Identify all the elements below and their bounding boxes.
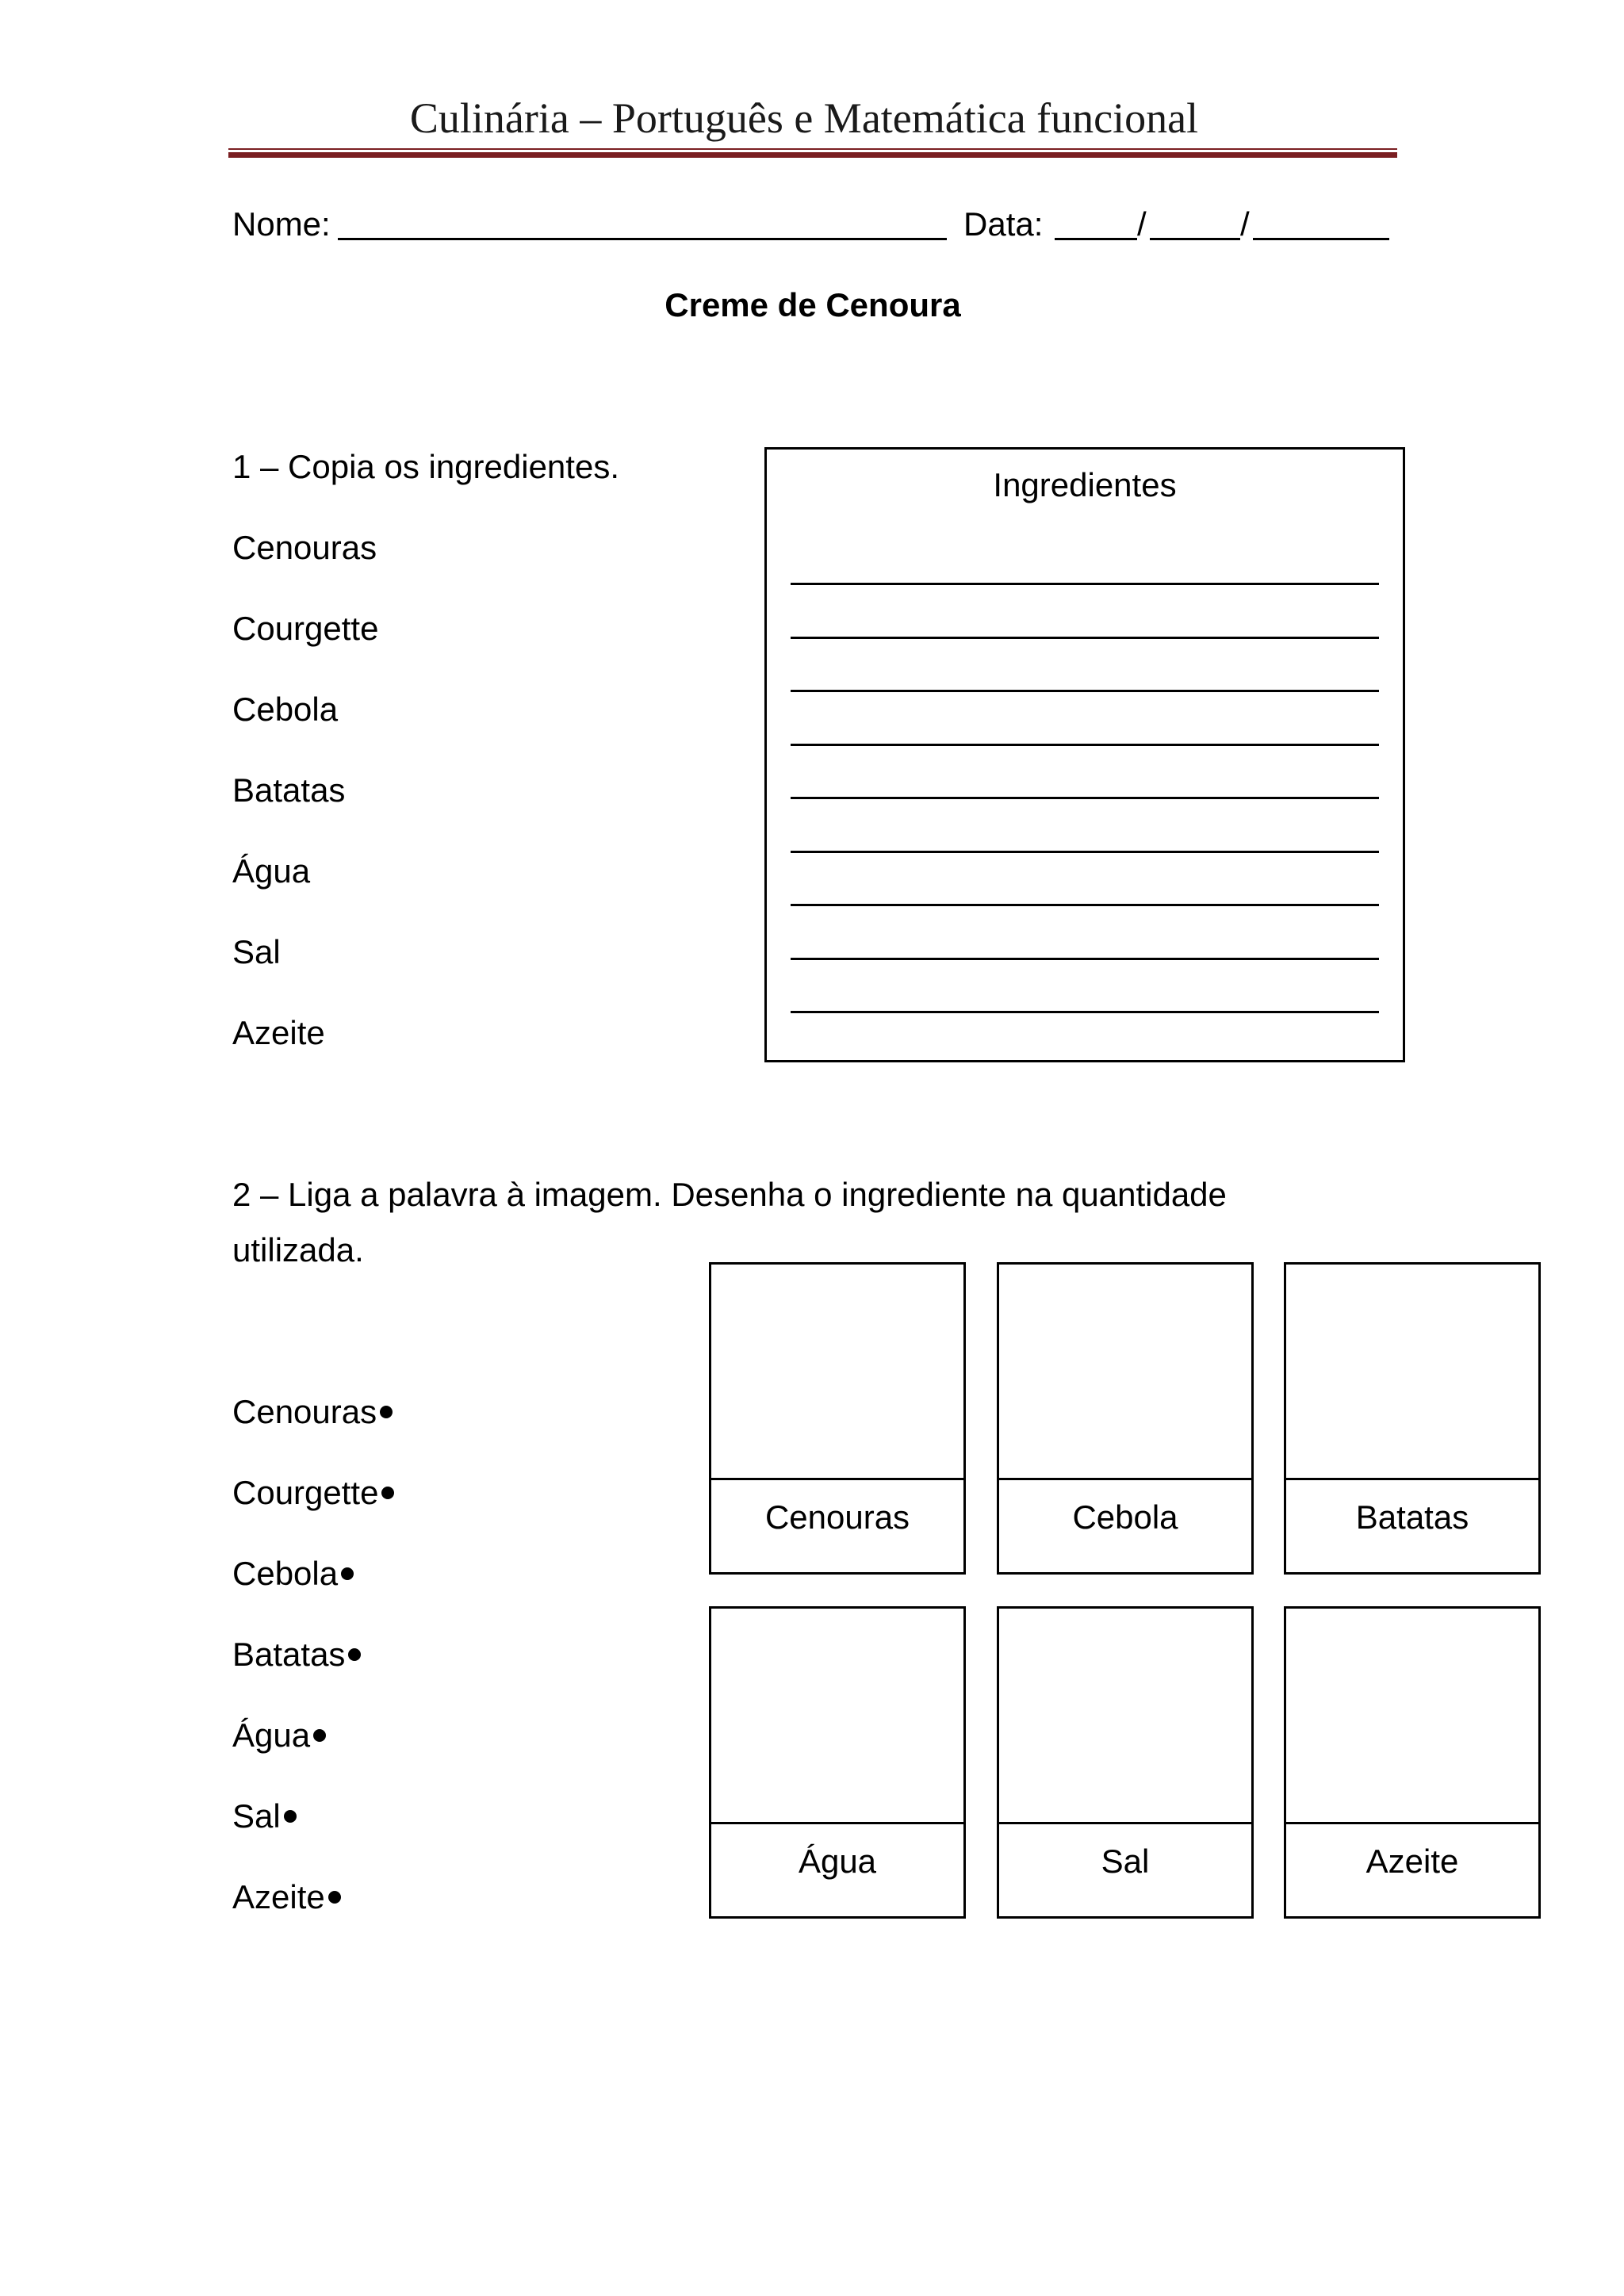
name-field[interactable] xyxy=(338,238,947,240)
picture-card-label: Azeite xyxy=(1365,1843,1459,1880)
ingredient-item: Sal xyxy=(232,933,281,970)
ingredient-item: Courgette xyxy=(232,610,379,647)
match-word-label: Courgette xyxy=(232,1474,379,1511)
writing-line[interactable] xyxy=(791,583,1379,585)
match-word-label: Cebola xyxy=(232,1555,339,1592)
writing-line[interactable] xyxy=(791,744,1379,746)
picture-card-label: Água xyxy=(798,1843,877,1880)
date-day-field[interactable] xyxy=(1055,238,1137,240)
picture-card xyxy=(1284,1262,1541,1575)
match-word xyxy=(232,1878,341,1915)
picture-card xyxy=(709,1262,966,1575)
date-separator: / xyxy=(1240,205,1250,243)
date-month-field[interactable] xyxy=(1150,238,1240,240)
drawing-area[interactable] xyxy=(999,1265,1251,1480)
ingredients-copy-box xyxy=(764,447,1405,1062)
match-word xyxy=(232,1797,297,1835)
match-word xyxy=(232,1395,393,1429)
recipe-title: Creme de Cenoura xyxy=(665,286,961,323)
ingredient-item: Cebola xyxy=(232,691,339,728)
drawing-area[interactable] xyxy=(1286,1265,1538,1480)
writing-line[interactable] xyxy=(791,797,1379,799)
connect-dot-icon[interactable] xyxy=(348,1648,361,1661)
connect-dot-icon[interactable] xyxy=(284,1810,297,1823)
writing-line[interactable] xyxy=(791,904,1379,906)
writing-line[interactable] xyxy=(791,851,1379,853)
match-word-label: Batatas xyxy=(232,1636,346,1673)
connect-dot-icon[interactable] xyxy=(380,1406,393,1418)
picture-card-label: Cebola xyxy=(1072,1498,1178,1536)
connect-dot-icon[interactable] xyxy=(328,1891,341,1904)
ingredient-item: Azeite xyxy=(232,1014,325,1051)
page-header-title: Culinária – Português e Matemática funcional xyxy=(409,94,1199,142)
picture-card xyxy=(1284,1606,1541,1919)
date-year-field[interactable] xyxy=(1253,238,1389,240)
connect-dot-icon[interactable] xyxy=(313,1729,326,1742)
match-word-label: Azeite xyxy=(232,1878,325,1915)
ingredient-item: Batatas xyxy=(232,771,346,809)
exercise2-instruction-cont: utilizada. xyxy=(232,1231,364,1269)
header-rule-thin xyxy=(228,148,1397,150)
match-word xyxy=(232,1476,394,1510)
writing-line[interactable] xyxy=(791,637,1379,639)
ingredient-item: Água xyxy=(232,852,311,890)
match-word-label: Cenouras xyxy=(232,1393,377,1430)
picture-card-label: Sal xyxy=(1101,1843,1150,1880)
writing-line[interactable] xyxy=(791,1011,1379,1013)
connect-dot-icon[interactable] xyxy=(341,1567,354,1580)
picture-card-label: Cenouras xyxy=(764,1498,910,1536)
picture-card xyxy=(709,1606,966,1919)
drawing-area[interactable] xyxy=(999,1609,1251,1824)
match-word-label: Sal xyxy=(232,1797,281,1835)
connect-dot-icon[interactable] xyxy=(381,1487,394,1499)
name-label: Nome: xyxy=(232,205,331,243)
picture-card xyxy=(997,1606,1254,1919)
writing-line[interactable] xyxy=(791,958,1379,960)
match-word xyxy=(232,1557,354,1590)
header-rule-thick xyxy=(228,152,1397,158)
drawing-area[interactable] xyxy=(711,1609,963,1824)
writing-line[interactable] xyxy=(791,690,1379,692)
ingredients-box-title: Ingredientes xyxy=(993,466,1177,503)
exercise1-instruction: 1 – Copia os ingredientes. xyxy=(232,448,619,485)
match-word xyxy=(232,1716,326,1754)
date-label: Data: xyxy=(963,205,1044,243)
ingredient-item: Cenouras xyxy=(232,529,377,566)
date-separator: / xyxy=(1137,205,1147,243)
picture-card xyxy=(997,1262,1254,1575)
match-word-label: Água xyxy=(232,1716,311,1754)
exercise2-instruction: 2 – Liga a palavra à imagem. Desenha o ingrediente na quantidade xyxy=(232,1176,1227,1213)
drawing-area[interactable] xyxy=(1286,1609,1538,1824)
picture-card-label: Batatas xyxy=(1355,1498,1469,1536)
drawing-area[interactable] xyxy=(711,1265,963,1480)
match-word xyxy=(232,1638,361,1671)
